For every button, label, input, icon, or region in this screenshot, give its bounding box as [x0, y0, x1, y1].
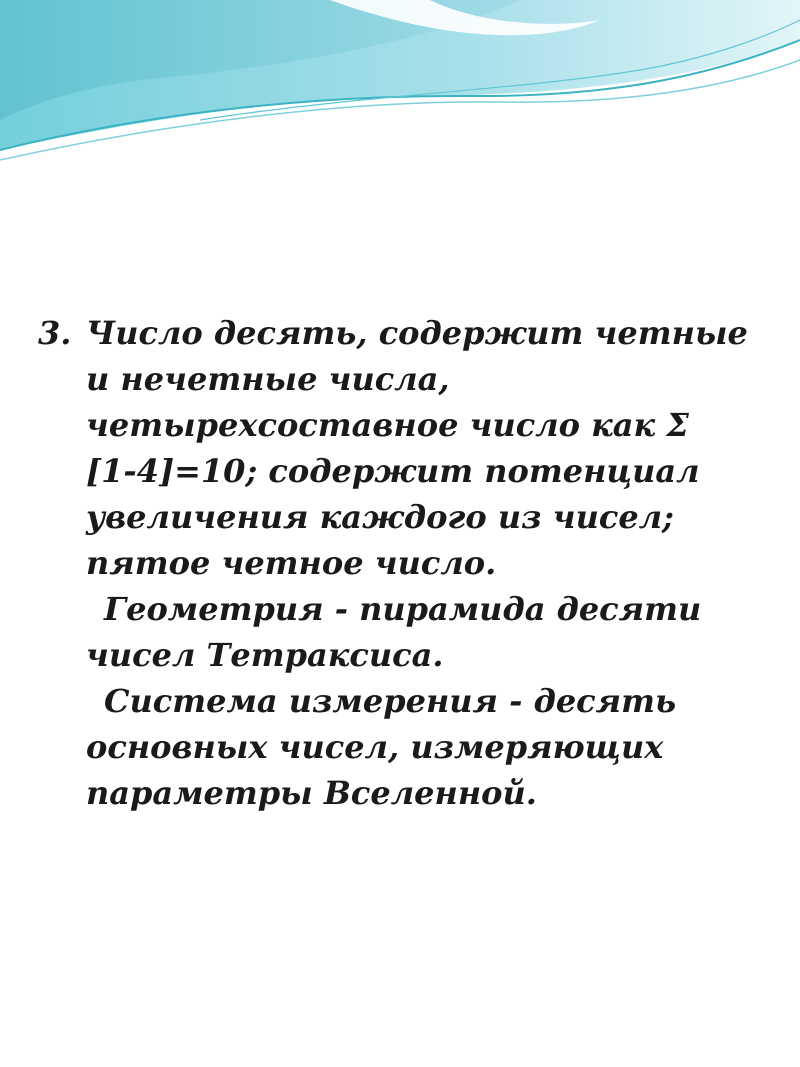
text-line: [1-4]=10; содержит потенциал	[86, 452, 700, 490]
text-line: Система измерения - десять	[104, 682, 677, 720]
text-line: пятое четное число.	[86, 544, 497, 582]
text-line: четырехсоставное число как Σ	[86, 406, 689, 444]
list-item-first-line	[38, 310, 758, 356]
item-number: 3.	[38, 314, 72, 352]
wave-header-decoration	[0, 0, 800, 170]
text-line: чисел Тетраксиса.	[86, 636, 444, 674]
text-line: Число десять, содержит четные	[86, 314, 748, 352]
slide-body-text	[38, 310, 758, 816]
text-line: и нечетные числа,	[86, 360, 450, 398]
text-line: основных чисел, измеряющих	[86, 728, 664, 766]
text-line: параметры Вселенной.	[86, 774, 537, 812]
text-line: увеличения каждого из чисел;	[86, 498, 674, 536]
text-line: Геометрия - пирамида десяти	[104, 590, 702, 628]
